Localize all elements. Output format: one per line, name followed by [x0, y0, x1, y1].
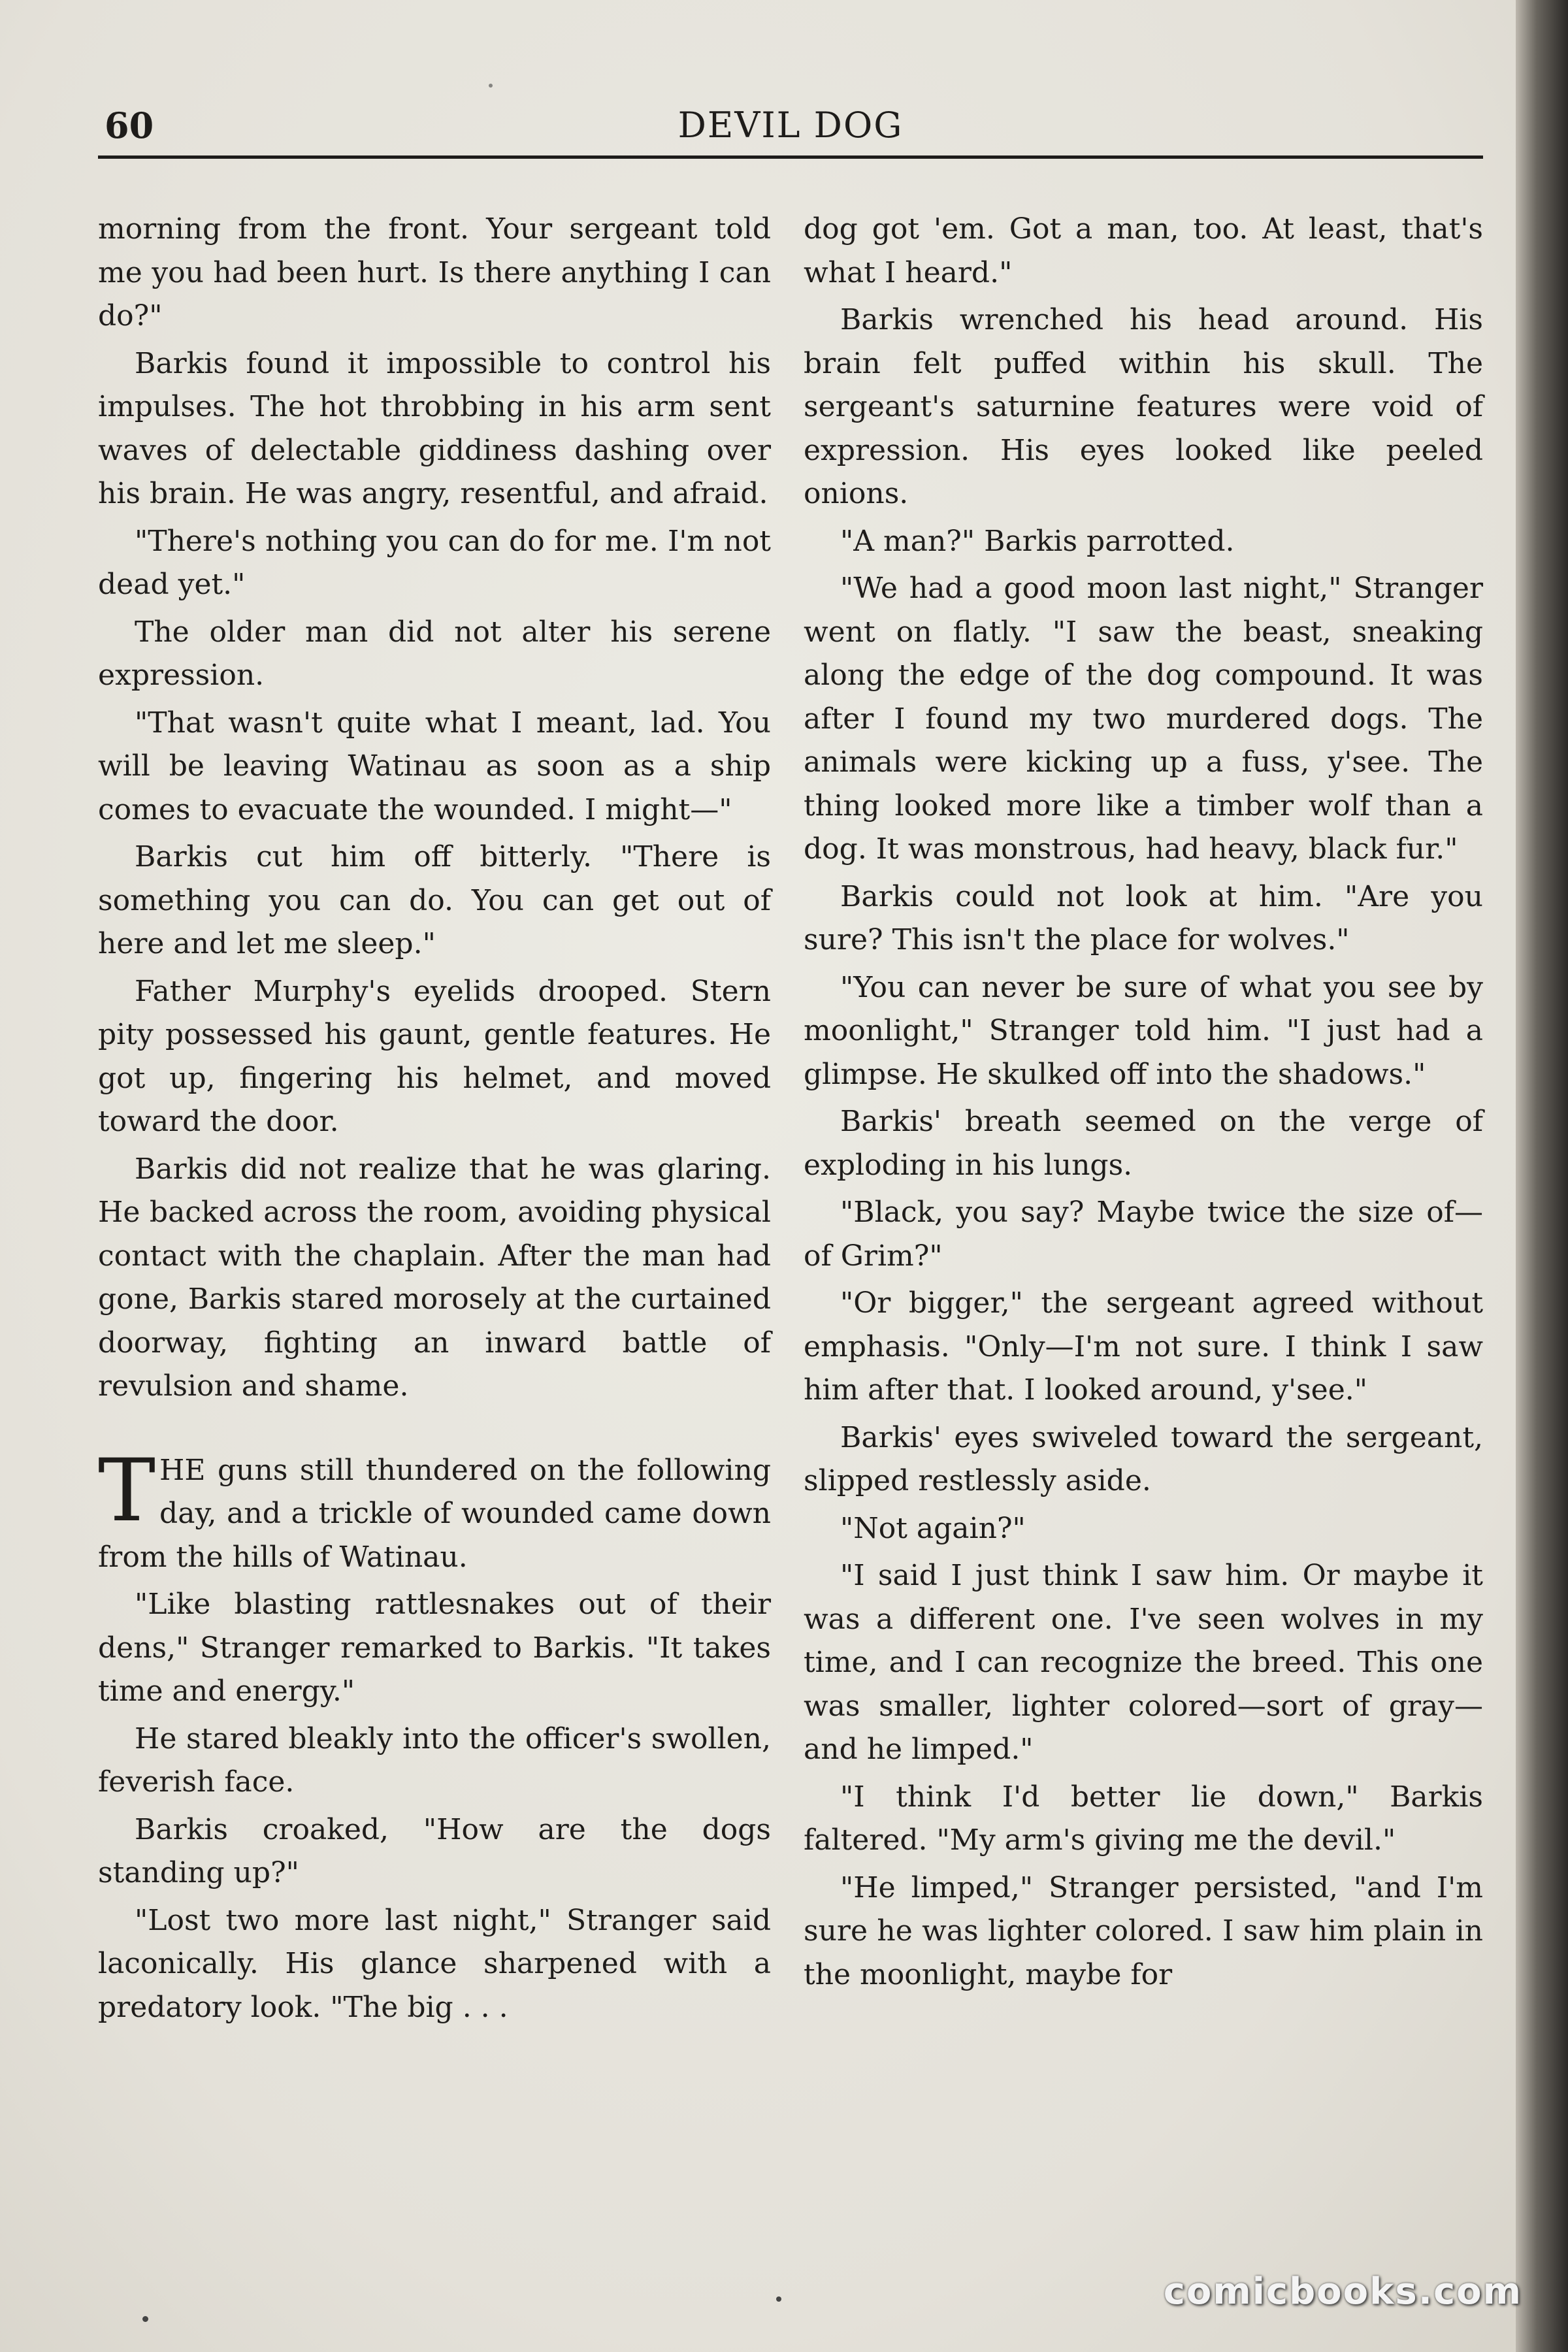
paper-speck	[489, 84, 493, 88]
paper-speck	[142, 2316, 148, 2322]
paragraph-text: HE guns still thundered on the following day, and a trickle of wounded came down from the hills of Watinau.	[98, 1453, 771, 1574]
paragraph: "You can never be sure of what you see by moonlight," Stranger told him. "I just had a glimpse. He skulked off into the shadows."	[804, 970, 1483, 1091]
paper-speck	[776, 2296, 781, 2302]
paragraph: He stared bleakly into the officer's swollen, feverish face.	[98, 1722, 771, 1799]
section-opening-paragraph	[98, 1440, 771, 1580]
paragraph: "Not again?"	[840, 1511, 1026, 1545]
section-break	[98, 1413, 771, 1449]
paragraph: "We had a good moon last night," Stranger went on flatly. "I saw the beast, sneaking along the edge of the dog compound. It was after I found my two murdered dogs. The animals were kicking up a fuss, y'see. The thing looked more like a timber wolf than a dog. It was monstrous, had heavy, black fur."	[804, 572, 1483, 866]
book-spine-shadow	[1516, 0, 1568, 2352]
right-column	[804, 208, 1483, 2001]
header-rule	[98, 155, 1483, 159]
paragraph: Barkis found it impossible to control his impulses. The hot throbbing in his arm sent waves of delectable giddiness dashing over his brain. He was angry, resentful, and afraid.	[98, 346, 771, 510]
paragraph: "I think I'd better lie down," Barkis faltered. "My arm's giving me the devil."	[804, 1780, 1483, 1857]
page-header	[98, 105, 1483, 157]
paragraph: Barkis did not realize that he was glaring. He backed across the room, avoiding physical contact with the chaplain. After the man had gone, Barkis stared morosely at the curtained doorway, fighting an inward battle of revulsion and shame.	[98, 1152, 771, 1403]
paragraph: Barkis' breath seemed on the verge of exploding in his lungs.	[804, 1105, 1483, 1182]
left-column	[98, 208, 771, 2033]
paragraph: morning from the front. Your sergeant told me you had been hurt. Is there anything I can do?"	[98, 212, 771, 333]
paragraph: Barkis wrenched his head around. His brain felt puffed within his skull. The sergeant's saturnine features were void of expression. His eyes looked like peeled onions.	[804, 303, 1483, 510]
paragraph: Barkis cut him off bitterly. "There is something you can do. You can get out of here and let me sleep."	[98, 840, 771, 960]
running-title: DEVIL DOG	[678, 105, 904, 146]
paragraph: "That wasn't quite what I meant, lad. You will be leaving Watinau as soon as a ship comes to evacuate the wounded. I might—"	[98, 706, 771, 826]
paragraph: dog got 'em. Got a man, too. At least, that's what I heard."	[804, 212, 1483, 289]
drop-cap: T	[98, 1440, 156, 1541]
paragraph: "A man?" Barkis parrotted.	[840, 524, 1235, 558]
watermark-logo: comicbooks.com	[1163, 2270, 1522, 2313]
paragraph: Father Murphy's eyelids drooped. Stern pity possessed his gaunt, gentle features. He got up, fingering his helmet, and moved toward the door.	[98, 974, 771, 1138]
paragraph: "Lost two more last night," Stranger said laconically. His glance sharpened with a predatory look. "The big . . .	[98, 1903, 771, 2024]
page-number: 60	[105, 105, 154, 146]
paragraph: "There's nothing you can do for me. I'm not dead yet."	[98, 524, 771, 601]
paragraph: "He limped," Stranger persisted, "and I'm sure he was lighter colored. I saw him plain in the moonlight, maybe for	[804, 1870, 1483, 1991]
paragraph: "Like blasting rattlesnakes out of their dens," Stranger remarked to Barkis. "It takes time and energy."	[98, 1588, 771, 1708]
paragraph: Barkis could not look at him. "Are you sure? This isn't the place for wolves."	[804, 879, 1483, 956]
paragraph: "Black, you say? Maybe twice the size of—of Grim?"	[804, 1196, 1483, 1273]
paragraph: Barkis' eyes swiveled toward the sergeant, slipped restlessly aside.	[804, 1420, 1483, 1497]
paragraph: "I said I just think I saw him. Or maybe it was a different one. I've seen wolves in my time, and I can recognize the breed. This one was smaller, lighter colored—sort of gray—and he limped."	[804, 1559, 1483, 1766]
paragraph: The older man did not alter his serene expression.	[98, 615, 771, 692]
paragraph: "Or bigger," the sergeant agreed without emphasis. "Only—I'm not sure. I think I saw him after that. I looked around, y'see."	[804, 1286, 1483, 1407]
paragraph: Barkis croaked, "How are the dogs standing up?"	[98, 1812, 771, 1889]
